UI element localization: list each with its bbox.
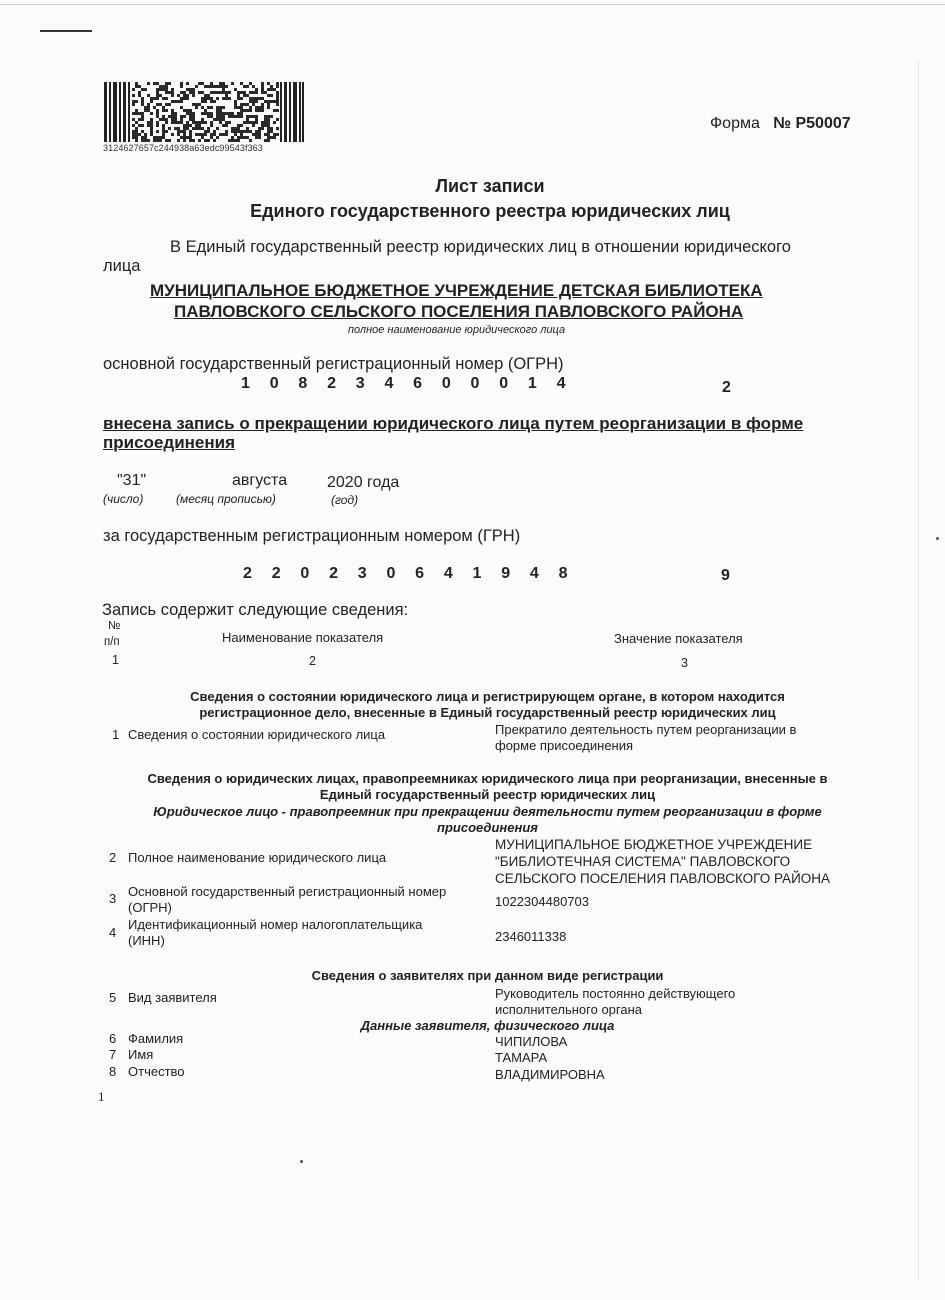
col-value-header: Значение показателя <box>614 631 743 646</box>
row-5-num: 5 <box>109 990 117 1005</box>
row-1-num: 1 <box>112 727 120 742</box>
row-4-name: Идентификационный номер налогоплательщика <box>128 917 423 932</box>
grn-label: за государственным регистрационным номером (ГРН) <box>103 527 521 545</box>
section2-subheading-2: присоединения <box>437 820 538 835</box>
scan-speck <box>936 537 939 540</box>
digit: 2 <box>327 375 336 392</box>
digit: 9 <box>501 565 511 582</box>
digit: 8 <box>558 565 568 582</box>
row-3-num: 3 <box>109 891 117 906</box>
digit: 6 <box>415 565 425 582</box>
digit: 0 <box>499 375 509 392</box>
scan-right-edge <box>918 60 919 1280</box>
digit: 8 <box>298 375 308 392</box>
digit: 2 <box>243 565 252 582</box>
form-number <box>710 115 851 133</box>
row-8-num: 8 <box>109 1064 117 1079</box>
section1-heading: Сведения о состоянии юридического лица и регистрирующем органе, в котором находится <box>190 689 785 704</box>
row-1-value: Прекратило деятельность путем реорганизации в <box>495 722 797 737</box>
date-month: августа <box>232 472 288 489</box>
row-5-value: Руководитель постоянно действующего <box>495 986 736 1001</box>
entity-name-line1: МУНИЦИПАЛЬНОЕ БЮДЖЕТНОЕ УЧРЕЖДЕНИЕ ДЕТСКАЯ БИБЛИОТЕКА <box>150 281 763 300</box>
row-6-name: Фамилия <box>128 1031 184 1046</box>
entity-name-caption: полное наименование юридического лица <box>348 324 566 336</box>
digit: 6 <box>413 375 423 392</box>
ogrn-digits <box>241 375 585 393</box>
row-1-value-2: форме присоединения <box>495 738 634 753</box>
digit: 0 <box>386 565 396 582</box>
col-name-header: Наименование показателя <box>222 630 384 645</box>
grn-digits <box>243 565 587 583</box>
digit: 2 <box>329 565 338 582</box>
date-day: "31" <box>117 472 147 489</box>
digit: 3 <box>355 375 365 392</box>
row-3-name: Основной государственный регистрационный номер <box>128 884 447 899</box>
row-2-value-2: "БИБЛИОТЕЧНАЯ СИСТЕМА" ПАВЛОВСКОГО <box>495 854 791 869</box>
col-num-header: № <box>108 620 121 632</box>
intro-line: В Единый государственный реестр юридических лиц в отношении юридического <box>170 238 791 256</box>
row-6-value: ЧИПИЛОВА <box>495 1034 568 1049</box>
digit: 0 <box>441 375 451 392</box>
ogrn-label: основной государственный регистрационный номер (ОГРН) <box>103 355 564 373</box>
barcode-code: 3124627657c244938a63edc99543f363 <box>103 143 263 153</box>
digit: 4 <box>384 375 394 392</box>
col-index-2: 2 <box>309 654 316 668</box>
row-7-name: Имя <box>128 1047 154 1062</box>
row-4-num: 4 <box>109 925 117 940</box>
digit: 0 <box>269 375 279 392</box>
barcode-graphic <box>104 82 304 142</box>
record-heading: Запись содержит следующие сведения: <box>102 601 409 619</box>
row-1-name: Сведения о состоянии юридического лица <box>128 727 386 742</box>
page-number: 1 <box>98 1089 105 1104</box>
section2-heading-2: Единый государственный реестр юридических лиц <box>319 787 656 802</box>
row-2-name: Полное наименование юридического лица <box>128 850 387 865</box>
row-5-value-2: исполнительного органа <box>495 1002 642 1017</box>
digit: 4 <box>556 375 566 392</box>
row-2-value-3: СЕЛЬСКОГО ПОСЕЛЕНИЯ ПАВЛОВСКОГО РАЙОНА <box>495 871 831 886</box>
row-7-num: 7 <box>109 1047 117 1062</box>
scan-speck <box>300 1160 303 1163</box>
digit: 3 <box>357 565 367 582</box>
digit: 1 <box>241 375 250 392</box>
digit: 0 <box>300 565 310 582</box>
digit: 4 <box>443 565 453 582</box>
digit: 0 <box>470 375 480 392</box>
corner-mark <box>40 30 92 32</box>
section3-heading: Сведения о заявителях при данном виде регистрации <box>311 968 664 983</box>
ogrn-check-digit: 2 <box>722 379 731 396</box>
intro-line-2: лица <box>103 257 141 275</box>
date-month-caption: (месяц прописью) <box>176 492 276 506</box>
row-6-num: 6 <box>109 1031 117 1046</box>
section3-subheading: Данные заявителя, физического лица <box>360 1018 615 1033</box>
row-5-name: Вид заявителя <box>128 990 217 1005</box>
row-3-value: 1022304480703 <box>495 894 589 909</box>
form-label: Форма <box>710 115 760 132</box>
digit: 1 <box>527 375 537 392</box>
date-day-caption: (число) <box>103 492 144 506</box>
form-code: № Р50007 <box>773 115 851 132</box>
section2-subheading: Юридическое лицо - правопреемник при прекращении деятельности путем реорганизации в форме <box>153 804 822 819</box>
row-3-name-2: (ОГРН) <box>128 900 172 915</box>
digit: 4 <box>529 565 539 582</box>
section1-heading-2: регистрационное дело, внесенные в Единый государственный реестр юридических лиц <box>199 705 776 720</box>
col-num-header-2: п/п <box>104 636 120 648</box>
row-4-name-2: (ИНН) <box>128 933 165 948</box>
doc-title: Лист записи <box>435 176 545 196</box>
entry-text-line1: внесена запись о прекращении юридического лица путем реорганизации в форме <box>103 414 804 433</box>
digit: 1 <box>472 565 482 582</box>
doc-subtitle: Единого государственного реестра юридических лиц <box>250 201 730 221</box>
row-7-value: ТАМАРА <box>495 1050 548 1065</box>
row-8-name: Отчество <box>128 1064 185 1079</box>
entity-name-line2: ПАВЛОВСКОГО СЕЛЬСКОГО ПОСЕЛЕНИЯ ПАВЛОВСКОГО РАЙОНА <box>174 302 744 321</box>
section2-heading: Сведения о юридических лицах, правопреемниках юридического лица при реорганизации, внесенные в <box>147 771 828 786</box>
col-index-1: 1 <box>112 653 119 667</box>
date-year-caption: (год) <box>331 493 359 507</box>
date-year: 2020 года <box>327 474 400 491</box>
row-2-num: 2 <box>109 850 117 865</box>
col-index-3: 3 <box>681 656 688 670</box>
digit: 2 <box>271 565 281 582</box>
row-2-value: МУНИЦИПАЛЬНОЕ БЮДЖЕТНОЕ УЧРЕЖДЕНИЕ <box>495 837 813 852</box>
row-8-value: ВЛАДИМИРОВНА <box>495 1067 605 1082</box>
scan-top-edge <box>0 4 945 5</box>
entry-text-line2: присоединения <box>103 433 235 452</box>
row-4-value: 2346011338 <box>495 929 567 944</box>
grn-check-digit: 9 <box>721 567 730 584</box>
